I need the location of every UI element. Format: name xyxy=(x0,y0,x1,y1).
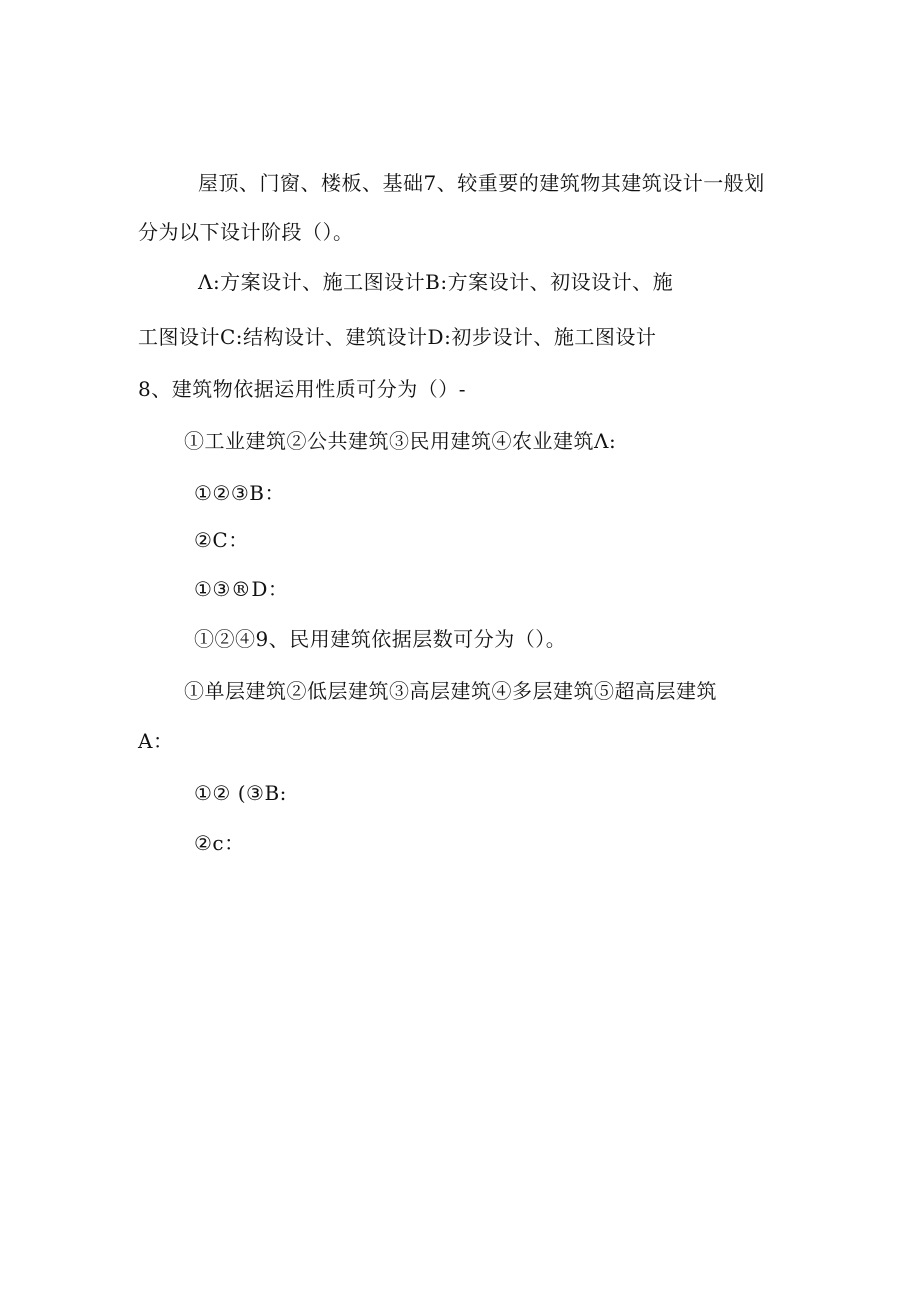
text-line-5: 8、建筑物依据运用性质可分为（）- xyxy=(138,377,466,401)
text-line-6: ①工业建筑②公共建筑③民用建筑④农业建筑Λ: xyxy=(184,429,617,453)
text-line-2: 分为以下设计阶段（）。 xyxy=(138,220,354,244)
text-line-7: ①②③B： xyxy=(194,481,285,505)
text-line-3: Λ:方案设计、施工图设计B:方案设计、初设设计、施 xyxy=(198,270,674,294)
text-line-9: ①③®D： xyxy=(194,577,289,601)
text-line-14: ②c： xyxy=(194,831,245,855)
text-line-1: 屋顶、门窗、楼板、基础7、较重要的建筑物其建筑设计一般划 xyxy=(198,171,765,195)
text-line-4: 工图设计C:结构设计、建筑设计D:初步设计、施工图设计 xyxy=(138,325,657,349)
text-line-12: A： xyxy=(138,729,174,753)
text-line-13: ①② (③B: xyxy=(194,781,287,805)
text-line-8: ②C： xyxy=(194,528,249,552)
text-line-10: ①②④9、民用建筑依据层数可分为（）。 xyxy=(194,627,567,651)
text-line-11: ①单层建筑②低层建筑③高层建筑④多层建筑⑤超高层建筑 xyxy=(184,679,717,703)
